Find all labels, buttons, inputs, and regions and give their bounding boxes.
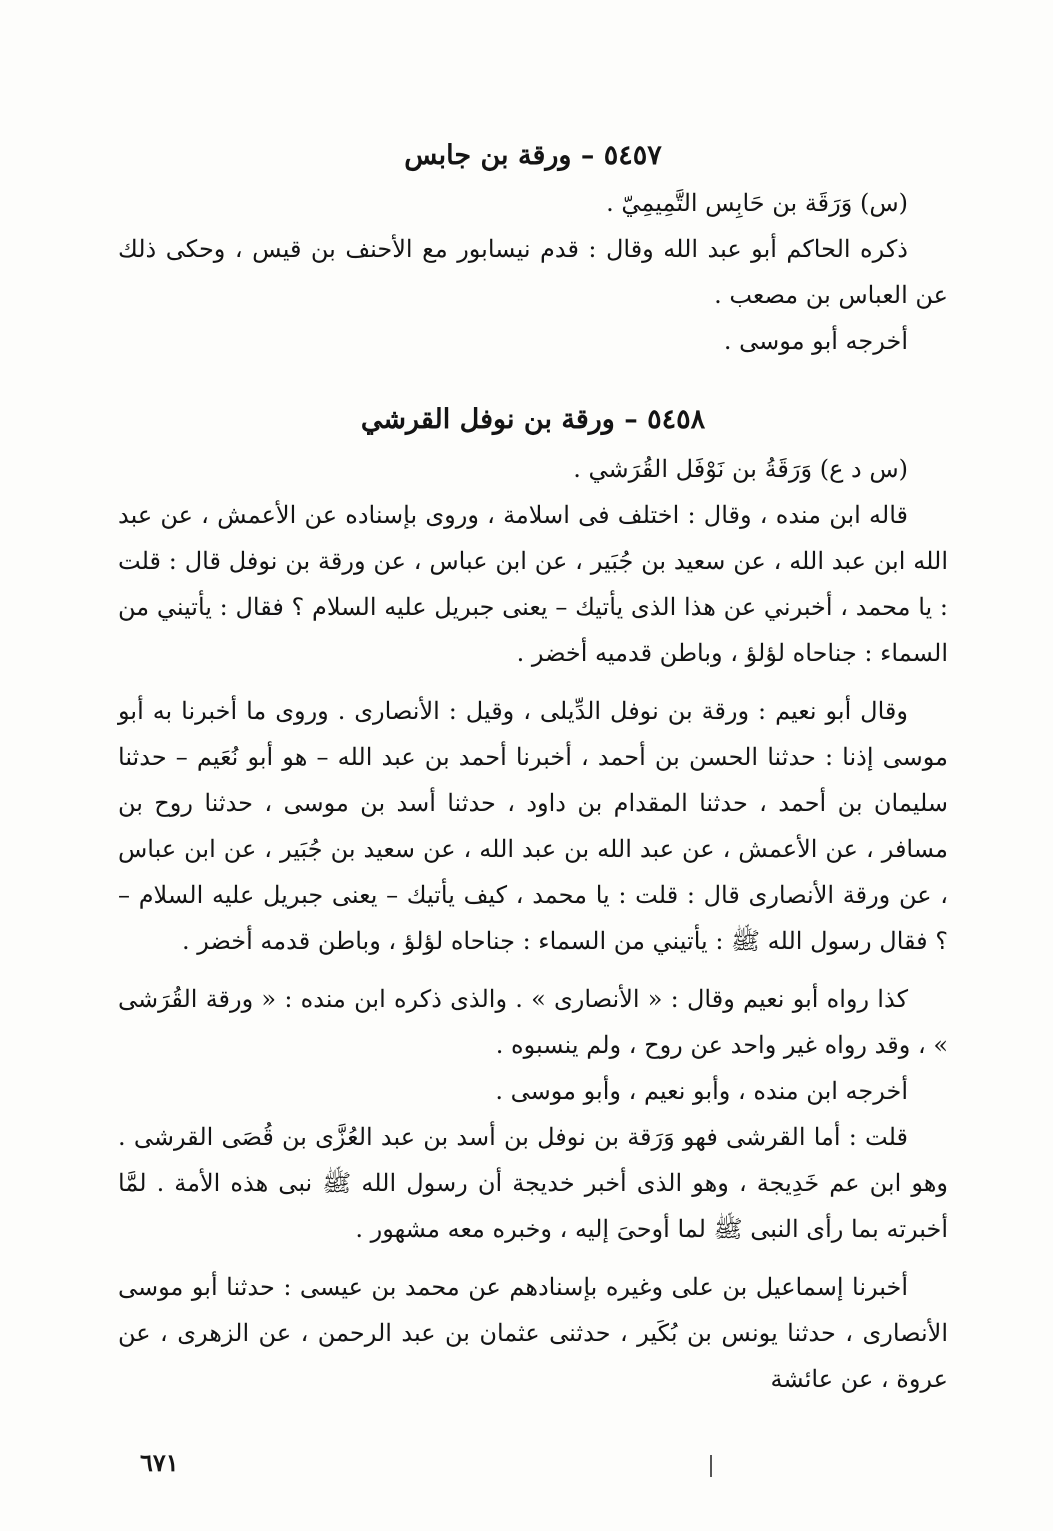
entry-paragraph: قاله ابن منده ، وقال : اختلف فى اسلامة ، وروى بإسناده عن الأعمش ، عن عبد الله ابن عبد الله ، عن سعيد بن جُبَير ، عن ابن عباس ، عن ورقة بن نوفل قال : قلت : يا محمد ، أخبرني عن هذا الذى يأتيك – يعنى جبريل عليه السلام ؟ فقال : يأتيني من السماء : جناحاه لؤلؤ ، وباطن قدميه أخضر . <box>118 501 949 667</box>
entry-paragraph: كذا رواه أبو نعيم وقال : « الأنصارى » . والذى ذكره ابن منده : « ورقة القُرَشى » ، وقد رواه غير واحد عن روح ، ولم ينسبوه . <box>118 985 948 1059</box>
entry-heading-5457: ٥٤٥٧ – ورقة بن جابس <box>404 140 662 171</box>
entry-paragraph: قلت : أما القرشى فهو وَرَقة بن نوفل بن أسد بن عبد العُزَّى بن قُصَى القرشى . وهو ابن عم خَدِيجة ، وهو الذى أخبر خديجة أن رسول الله ﷺ نبى هذه الأمة . لمَّا أخبرته بما رأى النبى ﷺ لما أوحىَ إليه ، وخبره معه مشهور . <box>118 1123 948 1243</box>
entry-source-line: (س) وَرَقَة بن حَابِس التَّمِيمِيّ . <box>606 189 908 217</box>
entry-source-line: (س د ع) وَرَقَةُ بن نَوْفَل القُرَشي . <box>573 455 908 483</box>
entry-paragraph: وقال أبو نعيم : ورقة بن نوفل الدِّيلى ، وقيل : الأنصارى . وروى ما أخبرنا به أبو موسى إذنا : حدثنا الحسن بن أحمد ، أخبرنا أحمد بن عبد الله – هو أبو نُعَيم – حدثنا سليمان بن أحمد ، حدثنا المقدام بن داود ، حدثنا أسد بن موسى ، حدثنا روح بن مسافر ، عن الأعمش ، عن عبد الله بن عبد الله ، عن سعيد بن جُبَير ، عن ابن عباس ، عن ورقة الأنصارى قال : قلت : يا محمد ، كيف يأتيك – يعنى جبريل عليه السلام – ؟ فقال رسول الله ﷺ : يأتيني من السماء : جناحاه لؤلؤ ، وباطن قدمه أخضر . <box>118 697 948 955</box>
entry-body-5457 <box>118 180 948 364</box>
entry-paragraph: أخبرنا إسماعيل بن على وغيره بإسنادهم عن محمد بن عيسى : حدثنا أبو موسى الأنصارى ، حدثنا يونس بن بُكَير ، حدثنى عثمان بن عبد الرحمن ، عن الزهرى ، عن عروة ، عن عائشة <box>118 1273 948 1393</box>
page-number: ٦٧١ <box>140 1448 179 1477</box>
entry-paragraph: أخرجه أبو موسى . <box>723 327 908 355</box>
entry-heading-5458: ٥٤٥٨ – ورقة بن نوفل القرشي <box>360 404 706 435</box>
margin-mark <box>710 1455 712 1477</box>
entry-paragraph: أخرجه ابن منده ، وأبو نعيم ، وأبو موسى . <box>495 1077 908 1105</box>
entry-body-5458 <box>118 446 948 1402</box>
entry-paragraph: ذكره الحاكم أبو عبد الله وقال : قدم نيسابور مع الأحنف بن قيس ، وحكى ذلك عن العباس بن مصعب . <box>118 235 948 309</box>
